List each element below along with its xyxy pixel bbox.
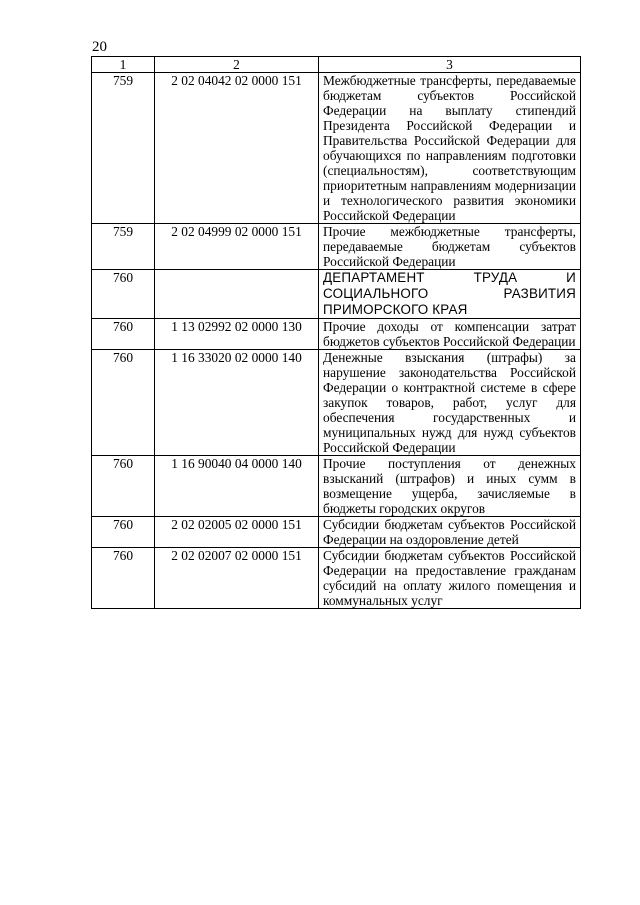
admin-code-cell: 760	[92, 350, 155, 456]
revenue-code-cell: 2 02 02007 02 0000 151	[155, 548, 319, 609]
column-header-2: 2	[155, 57, 319, 73]
revenue-name-cell: Прочие межбюджетные трансферты, передаваемые бюджетам субъектов Российской Федерации	[319, 224, 581, 270]
table-row	[92, 319, 581, 350]
revenue-name-cell: Субсидии бюджетам субъектов Российской Федерации на предоставление гражданам субсидий на оплату жилого помещения и коммунальных услуг	[319, 548, 581, 609]
table-row	[92, 270, 581, 319]
column-header-1: 1	[92, 57, 155, 73]
revenue-code-cell: 2 02 04042 02 0000 151	[155, 73, 319, 224]
revenue-code-cell: 1 13 02992 02 0000 130	[155, 319, 319, 350]
revenue-name-cell: Денежные взыскания (штрафы) за нарушение законодательства Российской Федерации о контрактной системе в сфере закупок товаров, работ, услуг для обеспечения государственных и муниципальных нужд для нужд субъектов Российской Федерации	[319, 350, 581, 456]
revenue-name-cell: Субсидии бюджетам субъектов Российской Федерации на оздоровление детей	[319, 517, 581, 548]
admin-code-cell: 759	[92, 224, 155, 270]
revenue-code-cell	[155, 270, 319, 319]
revenue-code-cell: 1 16 90040 04 0000 140	[155, 456, 319, 517]
table-row	[92, 350, 581, 456]
revenue-code-cell: 2 02 02005 02 0000 151	[155, 517, 319, 548]
admin-code-cell: 760	[92, 456, 155, 517]
revenue-name-cell: Прочие поступления от денежных взысканий (штрафов) и иных сумм в возмещение ущерба, зачисляемые в бюджеты городских округов	[319, 456, 581, 517]
page-number: 20	[92, 39, 107, 55]
table-row	[92, 456, 581, 517]
table-row	[92, 517, 581, 548]
department-name-cell: ДЕПАРТАМЕНТ ТРУДА И СОЦИАЛЬНОГО РАЗВИТИЯ ПРИМОРСКОГО КРАЯ	[319, 270, 581, 319]
column-header-3: 3	[319, 57, 581, 73]
table-row	[92, 548, 581, 609]
revenue-code-cell: 1 16 33020 02 0000 140	[155, 350, 319, 456]
admin-code-cell: 760	[92, 548, 155, 609]
admin-code-cell: 759	[92, 73, 155, 224]
admin-code-cell: 760	[92, 270, 155, 319]
table-row	[92, 224, 581, 270]
revenue-name-cell: Прочие доходы от компенсации затрат бюджетов субъектов Российской Федерации	[319, 319, 581, 350]
revenue-code-cell: 2 02 04999 02 0000 151	[155, 224, 319, 270]
revenue-name-cell: Межбюджетные трансферты, передаваемые бюджетам субъектов Российской Федерации на выплату стипендий Президента Российской Федерации и Правительства Российской Федерации для обучающихся по направлениям подготовки (специальностям), соответствующим приоритетным направлениям модернизации и технологического развития экономики Российской Федерации	[319, 73, 581, 224]
admin-code-cell: 760	[92, 517, 155, 548]
table-header-row	[92, 57, 581, 73]
table-row	[92, 73, 581, 224]
budget-classification-table	[91, 56, 581, 609]
admin-code-cell: 760	[92, 319, 155, 350]
